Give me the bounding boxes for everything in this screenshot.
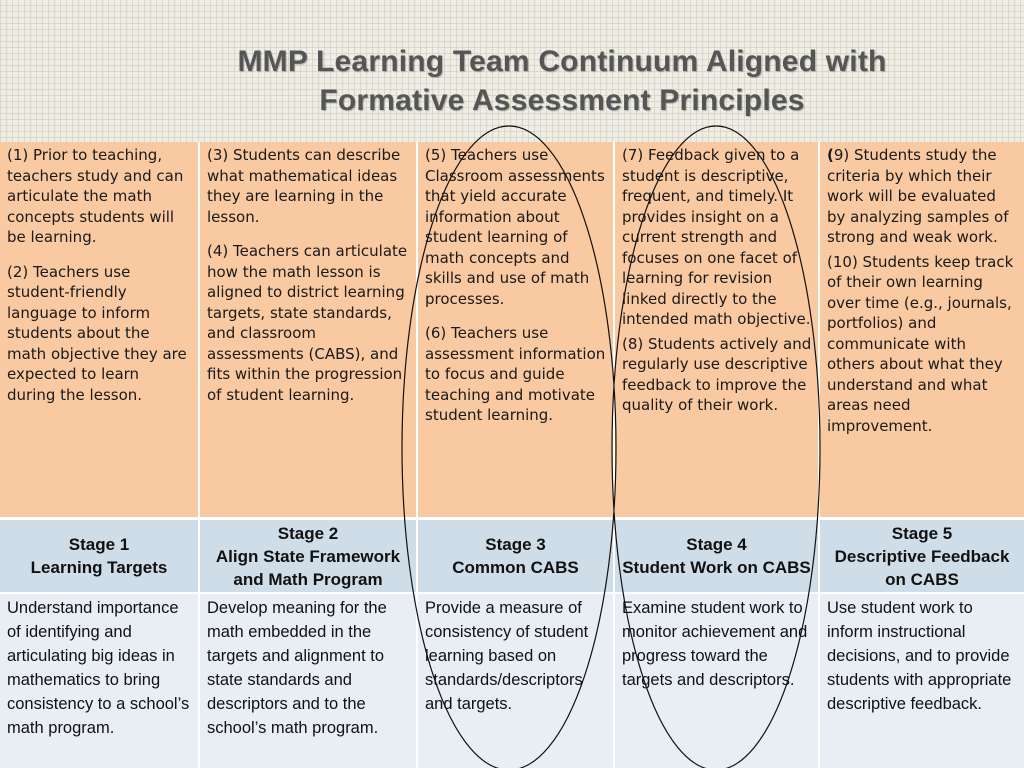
slide-title-line-2: Formative Assessment Principles [319, 84, 805, 117]
principle-4: (4) Teachers can articulate how the math lesson is aligned to district learning targets, state standards, and classroom assessments (CABS), and fits within the progression of student learning. [207, 242, 408, 404]
stage-header-5 [820, 520, 1024, 594]
principle-9-text: 9) Students study the criteria by which their work will be evaluated by analyzing samples of strong and weak work. [827, 146, 1009, 246]
principle-8: (8) Students actively and regularly use descriptive feedback to improve the quality of their work. [622, 334, 812, 414]
principles-cell-5 [820, 142, 1024, 520]
stages-row [0, 520, 1024, 594]
principles-cell-3 [418, 142, 615, 520]
stage-header-1 [0, 520, 200, 594]
principles-row [0, 142, 1024, 520]
principle-5: (5) Teachers use Classroom assessments that yield accurate information about student learning of math concepts and skills and use of math processes. [425, 146, 605, 308]
stage-4-name: Student Work on CABS [622, 558, 811, 577]
stage-description-3: Provide a measure of consistency of student learning based on standards/descriptors and targets. [418, 594, 615, 768]
stage-2-name: Align State Framework [215, 546, 401, 566]
stage-description-1: Understand importance of identifying and articulating big ideas in mathematics to bring consistency to a school’s math program. [0, 594, 200, 768]
stage-3-name: Common CABS [452, 558, 579, 577]
principle-10: (10) Students keep track of their own learning over time (e.g., journals, portfolios) and communicate with others about what they understand and what areas need improvement. [827, 252, 1014, 435]
stage-1-name: Learning Targets [30, 558, 168, 577]
stage-header-4 [615, 520, 820, 594]
principle-3: (3) Students can describe what mathematical ideas they are learning in the lesson. [207, 146, 401, 226]
stage-1-number: Stage 1 [68, 535, 130, 554]
stage-description-2: Develop meaning for the math embedded in the targets and alignment to state standards and descriptors and to the school’s math program. [200, 594, 418, 768]
stage-3-number: Stage 3 [485, 535, 546, 554]
principles-cell-1 [0, 142, 200, 520]
principle-2: (2) Teachers use student-friendly language to inform students about the math objective they are expected to learn during the lesson. [7, 262, 187, 404]
stage-5-name-cont: on CABS [885, 569, 959, 589]
stage-5-name: Descriptive Feedback [834, 546, 1010, 566]
stage-description-5: Use student work to inform instructional decisions, and to provide students with appropriate descriptive feedback. [820, 594, 1024, 768]
descriptions-row [0, 594, 1024, 768]
principles-cell-2 [200, 142, 418, 520]
stage-header-3 [418, 520, 615, 594]
stage-2-name-cont: and Math Program [233, 569, 383, 589]
principle-1: (1) Prior to teaching, teachers study and can articulate the math concepts students will be learning. [7, 146, 184, 246]
principle-7: (7) Feedback given to a student is descriptive, frequent, and timely. It provides insight on a current strength and focuses on one facet of learning for revision linked directly to the intended math objective. [622, 146, 811, 328]
principle-9 [827, 145, 1018, 248]
stage-2-number: Stage 2 [277, 523, 339, 543]
continuum-table [0, 142, 1024, 768]
principle-9-open-paren: ( [827, 146, 834, 164]
slide-title-line-1: MMP Learning Team Continuum Aligned with [237, 45, 887, 78]
stage-header-2 [200, 520, 418, 594]
slide-title [100, 42, 1024, 132]
principles-cell-4 [615, 142, 820, 520]
stage-4-number: Stage 4 [686, 535, 747, 554]
stage-5-number: Stage 5 [891, 523, 953, 543]
principle-6: (6) Teachers use assessment information to focus and guide teaching and motivate student learning. [425, 324, 606, 424]
stage-description-4: Examine student work to monitor achievement and progress toward the targets and descriptors. [615, 594, 820, 768]
